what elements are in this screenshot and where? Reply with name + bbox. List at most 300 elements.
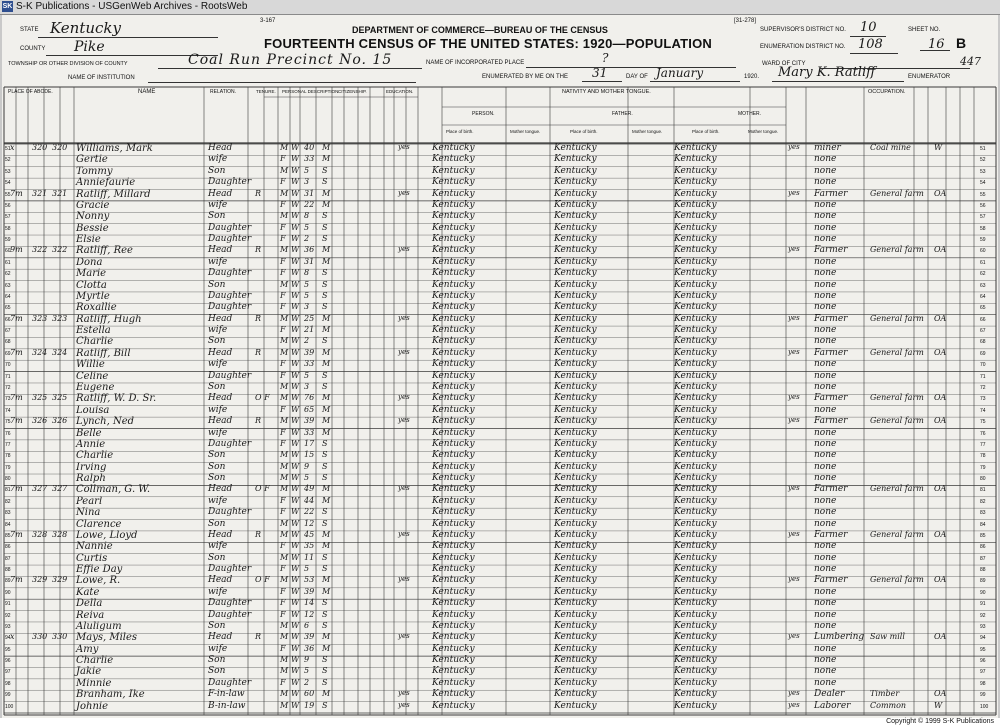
cell-sex: F: [280, 234, 286, 244]
cell-birth: Kentucky: [432, 381, 475, 392]
cell-race: W: [291, 313, 300, 323]
cell-occ: none: [814, 211, 837, 222]
supervisor-label: SUPERVISOR'S DISTRICT NO.: [760, 27, 846, 33]
cell-sex: M: [280, 575, 289, 585]
cell-name: Collman, G. W.: [76, 484, 151, 496]
cell-age: 33: [304, 359, 315, 369]
cell-dw: 321: [32, 188, 48, 198]
cell-sex: M: [280, 245, 289, 255]
cell-race: W: [291, 575, 300, 585]
cell-fb: Kentucky: [554, 347, 597, 358]
line-number-left: 66: [5, 316, 11, 323]
line-number-left: 88: [5, 567, 11, 574]
cell-birth: Kentucky: [432, 347, 475, 358]
line-number-left: 55: [5, 191, 11, 198]
cell-name: Irving: [76, 461, 107, 473]
cell-occ: none: [814, 268, 837, 279]
cell-age: 36: [304, 245, 315, 255]
cell-race: W: [291, 450, 300, 460]
cell-mb: Kentucky: [674, 416, 717, 427]
cell-fb: Kentucky: [554, 336, 597, 347]
cell-ms: M: [322, 313, 331, 323]
cell-fb: Kentucky: [554, 700, 597, 711]
table-row: [2, 167, 998, 178]
cell-rel: Son: [208, 666, 226, 677]
cell-birth: Kentucky: [432, 325, 475, 336]
cell-name: Gertie: [76, 154, 108, 166]
cell-name: Myrtle: [76, 290, 110, 302]
cell-occ: none: [814, 564, 837, 575]
cell-occ: none: [814, 586, 837, 597]
cell-rel: Daughter: [208, 177, 252, 188]
cell-cls: OA: [934, 245, 947, 255]
cell-sex: M: [280, 620, 289, 630]
cell-race: W: [291, 234, 300, 244]
cell-cls: OA: [934, 689, 947, 699]
cell-rel: Head: [208, 416, 233, 427]
cell-name: Ralph: [76, 473, 106, 485]
cell-fam: 321: [52, 188, 68, 198]
cell-occ: none: [814, 234, 837, 245]
cell-name: Clotta: [76, 279, 107, 291]
sheet-value: 16: [928, 37, 945, 52]
cell-occ: none: [814, 154, 837, 165]
cell-dw: 320: [32, 143, 48, 152]
cell-birth: Kentucky: [432, 518, 475, 529]
cell-mb: Kentucky: [674, 427, 717, 438]
cell-ms: M: [322, 643, 331, 653]
cell-fb: Kentucky: [554, 564, 597, 575]
line-number-right: 67: [980, 328, 986, 335]
cell-race: W: [291, 370, 300, 380]
cell-mb: Kentucky: [674, 438, 717, 449]
cell-occ: Farmer: [814, 416, 848, 427]
state-label: STATE: [20, 27, 39, 33]
window-titlebar: [0, 0, 1000, 15]
cell-mark: 7m: [10, 313, 23, 323]
header-relation: RELATION.: [210, 89, 237, 95]
table-row: [2, 155, 998, 166]
cell-birth: Kentucky: [432, 450, 475, 461]
cell-mb: Kentucky: [674, 518, 717, 529]
cell-fam: 330: [52, 632, 68, 642]
cell-age: 39: [304, 347, 315, 357]
cell-ms: S: [322, 473, 328, 483]
line-number-right: 79: [980, 464, 986, 471]
cell-rel: wife: [208, 154, 228, 165]
cell-age: 25: [304, 313, 315, 323]
table-row: [2, 633, 998, 644]
cell-mb: Kentucky: [674, 575, 717, 586]
cell-name: Charlie: [76, 450, 114, 462]
cell-occ: none: [814, 438, 837, 449]
cell-birth: Kentucky: [432, 404, 475, 415]
header-nativity: NATIVITY AND MOTHER TONGUE.: [562, 89, 651, 95]
cell-race: W: [291, 666, 300, 676]
cell-fam: 328: [52, 529, 68, 539]
cell-race: W: [291, 222, 300, 232]
line-number-right: 55: [980, 191, 986, 198]
cell-rel: wife: [208, 359, 228, 370]
cell-eng: yes: [398, 484, 410, 493]
cell-fb: Kentucky: [554, 416, 597, 427]
cell-age: 3: [304, 381, 310, 391]
township-label: TOWNSHIP OR OTHER DIVISION OF COUNTY: [8, 61, 128, 67]
cell-name: Effie Day: [76, 564, 123, 576]
ward-label: WARD OF CITY: [762, 61, 806, 67]
cell-race: W: [291, 268, 300, 278]
cell-race: W: [291, 643, 300, 653]
cell-race: W: [291, 541, 300, 551]
line-number-right: 71: [980, 373, 986, 380]
line-number-left: 56: [5, 202, 11, 209]
table-row: [2, 667, 998, 678]
line-number-right: 97: [980, 669, 986, 676]
cell-mark: 7m: [10, 575, 23, 585]
cell-rel: Head: [208, 575, 233, 586]
census-sheet: [2, 15, 998, 718]
cell-name: Della: [76, 598, 103, 610]
cell-birth: Kentucky: [432, 529, 475, 540]
cell-occ: none: [814, 370, 837, 381]
cell-fam: 323: [52, 313, 68, 323]
table-row: [2, 360, 998, 371]
header-mother-tongue: Mother tongue.: [748, 129, 779, 134]
cell-mb: Kentucky: [674, 484, 717, 495]
cell-mb: Kentucky: [674, 222, 717, 233]
cell-race: W: [291, 461, 300, 471]
line-number-right: 57: [980, 214, 986, 221]
cell-sex: F: [280, 598, 286, 608]
table-row: [2, 212, 998, 223]
cell-age: 5: [304, 279, 310, 289]
cell-rel: wife: [208, 325, 228, 336]
cell-birth: Kentucky: [432, 495, 475, 506]
cell-ind: General farm: [870, 575, 924, 585]
line-number-left: 71: [5, 373, 11, 380]
cell-birth: Kentucky: [432, 245, 475, 256]
enumerator-label: ENUMERATOR: [908, 74, 951, 80]
line-number-left: 63: [5, 282, 11, 289]
cell-own: R: [255, 529, 262, 539]
cell-eng: yes: [788, 313, 800, 322]
cell-name: Nonny: [76, 211, 110, 223]
cell-own: O F: [255, 575, 270, 585]
cell-race: W: [291, 143, 300, 152]
cell-rel: wife: [208, 643, 228, 654]
enumeration-value: 108: [858, 37, 883, 52]
table-row: [2, 497, 998, 508]
cell-race: W: [291, 655, 300, 665]
cell-ms: S: [322, 279, 328, 289]
cell-dw: 324: [32, 347, 48, 357]
cell-race: W: [291, 165, 300, 175]
table-row: [2, 144, 998, 155]
cell-mb: Kentucky: [674, 234, 717, 245]
cell-occ: none: [814, 666, 837, 677]
cell-rel: Daughter: [208, 268, 252, 279]
cell-age: 2: [304, 677, 310, 687]
cell-age: 17: [304, 438, 315, 448]
cell-race: W: [291, 279, 300, 289]
cell-age: 5: [304, 370, 310, 380]
cell-ind: Saw mill: [870, 632, 905, 642]
cell-mb: Kentucky: [674, 564, 717, 575]
cell-age: 12: [304, 518, 315, 528]
cell-name: Willie: [76, 359, 105, 371]
line-number-left: 86: [5, 544, 11, 551]
table-row: [2, 326, 998, 337]
cell-rel: F-in-law: [208, 689, 245, 700]
line-number-left: 69: [5, 350, 11, 357]
cell-occ: Dealer: [814, 689, 845, 700]
cell-fb: Kentucky: [554, 666, 597, 677]
cell-occ: none: [814, 177, 837, 188]
cell-sex: M: [280, 655, 289, 665]
line-number-right: 70: [980, 362, 986, 369]
cell-race: W: [291, 689, 300, 699]
cell-ms: S: [322, 655, 328, 665]
cell-race: W: [291, 677, 300, 687]
line-number-left: 58: [5, 225, 11, 232]
cell-race: W: [291, 632, 300, 642]
cell-mb: Kentucky: [674, 279, 717, 290]
cell-fb: Kentucky: [554, 404, 597, 415]
cell-birth: Kentucky: [432, 552, 475, 563]
cell-birth: Kentucky: [432, 268, 475, 279]
cell-age: 33: [304, 154, 315, 164]
cell-age: 12: [304, 609, 315, 619]
cell-sex: M: [280, 689, 289, 699]
cell-age: 39: [304, 632, 315, 642]
cell-occ: none: [814, 552, 837, 563]
cell-mb: Kentucky: [674, 677, 717, 688]
line-number-right: 85: [980, 532, 986, 539]
cell-fb: Kentucky: [554, 427, 597, 438]
cell-rel: Son: [208, 381, 226, 392]
line-number-left: 73: [5, 396, 11, 403]
line-number-right: 98: [980, 680, 986, 687]
cell-race: W: [291, 484, 300, 494]
line-number-left: 54: [5, 180, 11, 187]
cell-name: Celine: [76, 370, 109, 382]
cell-ms: M: [322, 256, 331, 266]
line-number-right: 63: [980, 282, 986, 289]
state-value: Kentucky: [50, 19, 121, 37]
table-row: [2, 645, 998, 656]
line-number-right: 53: [980, 168, 986, 175]
cell-fb: Kentucky: [554, 211, 597, 222]
cell-rel: Son: [208, 473, 226, 484]
cell-ms: M: [322, 689, 331, 699]
cell-occ: none: [814, 518, 837, 529]
cell-ms: S: [322, 598, 328, 608]
header-father: FATHER.: [612, 111, 633, 117]
cell-age: 19: [304, 700, 315, 710]
cell-occ: none: [814, 359, 837, 370]
line-number-left: 65: [5, 305, 11, 312]
cell-sex: F: [280, 541, 286, 551]
cell-ms: S: [322, 222, 328, 232]
cell-eng: yes: [398, 245, 410, 254]
cell-rel: wife: [208, 427, 228, 438]
line-number-left: 51: [5, 146, 11, 152]
table-row: [2, 542, 998, 553]
cell-name: Dona: [76, 256, 103, 268]
incorporated-line: [526, 67, 736, 68]
cell-birth: Kentucky: [432, 290, 475, 301]
cell-name: Ratliff, Ree: [76, 245, 133, 257]
cell-fb: Kentucky: [554, 643, 597, 654]
township-line: [158, 68, 422, 69]
cell-sex: M: [280, 484, 289, 494]
cell-sex: F: [280, 256, 286, 266]
cell-age: 5: [304, 222, 310, 232]
cell-name: Minnie: [76, 677, 112, 689]
cell-race: W: [291, 507, 300, 517]
cell-ind: General farm: [870, 313, 924, 323]
cell-race: W: [291, 564, 300, 574]
cell-sex: M: [280, 143, 289, 152]
cell-mark: x: [10, 143, 15, 152]
cell-mb: Kentucky: [674, 655, 717, 666]
cell-own: R: [255, 416, 262, 426]
line-number-right: 96: [980, 658, 986, 665]
line-number-right: 100: [980, 703, 989, 710]
cell-birth: Kentucky: [432, 507, 475, 518]
cell-name: Marie: [76, 268, 107, 280]
cell-sex: M: [280, 165, 289, 175]
footer-bar: [0, 718, 1000, 727]
cell-fb: Kentucky: [554, 450, 597, 461]
cell-own: O F: [255, 393, 270, 403]
cell-rel: Head: [208, 188, 233, 199]
line-number-left: 93: [5, 623, 11, 630]
enumeration-label: ENUMERATION DISTRICT NO.: [760, 44, 846, 50]
cell-age: 33: [304, 427, 315, 437]
cell-fb: Kentucky: [554, 507, 597, 518]
cell-dw: 328: [32, 529, 48, 539]
cell-race: W: [291, 393, 300, 403]
cell-fam: 327: [52, 484, 68, 494]
cell-fb: Kentucky: [554, 268, 597, 279]
cell-cls: OA: [934, 484, 947, 494]
cell-name: Nannie: [76, 541, 113, 553]
cell-mark: 7m: [10, 188, 23, 198]
cell-mark: 7m: [10, 393, 23, 403]
cell-fb: Kentucky: [554, 484, 597, 495]
cell-name: Pearl: [76, 495, 103, 507]
cell-fam: 324: [52, 347, 68, 357]
enumerated-day-line: [582, 81, 622, 82]
table-row: [2, 588, 998, 599]
cell-ms: S: [322, 177, 328, 187]
cell-race: W: [291, 473, 300, 483]
cell-eng: yes: [788, 700, 800, 709]
cell-cls: OA: [934, 529, 947, 539]
cell-age: 40: [304, 143, 315, 152]
cell-occ: none: [814, 404, 837, 415]
cell-ind: General farm: [870, 347, 924, 357]
cell-mb: Kentucky: [674, 461, 717, 472]
cell-sex: F: [280, 677, 286, 687]
cell-ms: M: [322, 188, 331, 198]
cell-rel: Son: [208, 461, 226, 472]
cell-mb: Kentucky: [674, 473, 717, 484]
cell-occ: none: [814, 165, 837, 176]
header-father-birthplace: Place of birth.: [570, 129, 598, 134]
cell-mb: Kentucky: [674, 666, 717, 677]
cell-age: 60: [304, 689, 315, 699]
cell-mb: Kentucky: [674, 620, 717, 631]
line-number-right: 81: [980, 487, 986, 494]
cell-ms: M: [322, 632, 331, 642]
cell-rel: Daughter: [208, 507, 252, 518]
cell-fb: Kentucky: [554, 234, 597, 245]
cell-sex: M: [280, 700, 289, 710]
cell-name: Louisa: [76, 404, 110, 416]
census-title: FOURTEENTH CENSUS OF THE UNITED STATES: 1920—POPULATION: [264, 36, 712, 51]
cell-sex: F: [280, 438, 286, 448]
cell-ms: M: [322, 393, 331, 403]
cell-ms: S: [322, 370, 328, 380]
cell-mark: x: [10, 632, 15, 642]
cell-ind: General farm: [870, 188, 924, 198]
header-tenure: TENURE.: [256, 89, 276, 94]
cell-ms: S: [322, 336, 328, 346]
line-number-left: 75: [5, 419, 11, 426]
cell-occ: none: [814, 279, 837, 290]
cell-ms: S: [322, 290, 328, 300]
cell-ms: S: [322, 609, 328, 619]
cell-occ: Farmer: [814, 188, 848, 199]
table-row: [2, 474, 998, 485]
state-line: [38, 37, 218, 38]
cell-fb: Kentucky: [554, 325, 597, 336]
cell-rel: Head: [208, 529, 233, 540]
table-row: [2, 429, 998, 440]
table-row: [2, 451, 998, 462]
cell-rel: wife: [208, 541, 228, 552]
line-number-right: 73: [980, 396, 986, 403]
table-row: [2, 440, 998, 451]
cell-cls: OA: [934, 347, 947, 357]
cell-mark: 7m: [10, 347, 23, 357]
cell-rel: wife: [208, 586, 228, 597]
cell-name: Tommy: [76, 165, 113, 177]
line-number-right: 56: [980, 202, 986, 209]
cell-rel: Son: [208, 450, 226, 461]
cell-ind: Coal mine: [870, 143, 911, 152]
cell-rel: Head: [208, 245, 233, 256]
cell-ms: S: [322, 620, 328, 630]
cell-fb: Kentucky: [554, 381, 597, 392]
cell-mb: Kentucky: [674, 689, 717, 700]
cell-race: W: [291, 438, 300, 448]
cell-rel: Head: [208, 484, 233, 495]
cell-fb: Kentucky: [554, 473, 597, 484]
cell-age: 9: [304, 655, 310, 665]
cell-mb: Kentucky: [674, 586, 717, 597]
cell-name: Eugene: [76, 381, 115, 393]
line-number-left: 79: [5, 464, 11, 471]
cell-fb: Kentucky: [554, 552, 597, 563]
cell-name: Elsie: [76, 234, 101, 246]
cell-name: Williams, Mark: [76, 143, 153, 154]
cell-dw: 325: [32, 393, 48, 403]
cell-sex: M: [280, 473, 289, 483]
cell-rel: Son: [208, 518, 226, 529]
